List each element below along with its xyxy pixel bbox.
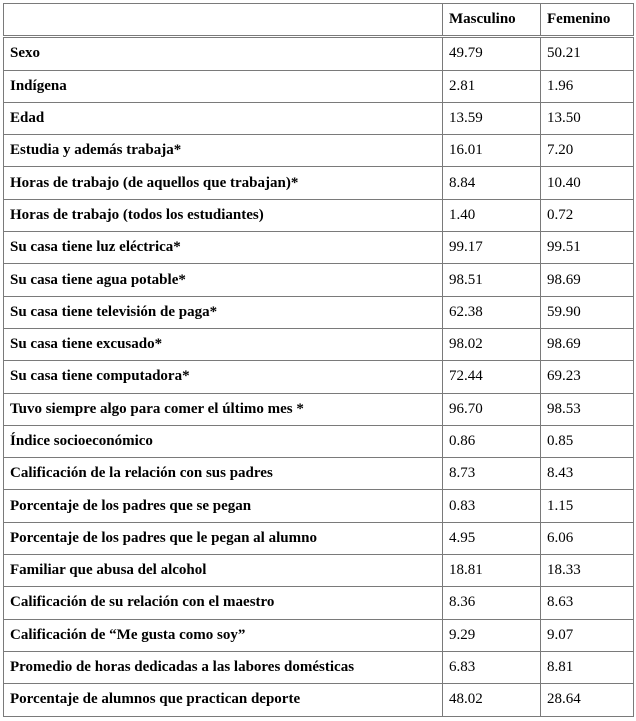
row-label: Su casa tiene televisión de paga* — [4, 296, 443, 328]
cell-femenino: 6.06 — [541, 522, 634, 554]
cell-femenino: 98.69 — [541, 264, 634, 296]
cell-masculino: 49.79 — [443, 37, 541, 70]
row-label: Porcentaje de los padres que se pegan — [4, 490, 443, 522]
cell-masculino: 13.59 — [443, 102, 541, 134]
cell-femenino: 1.15 — [541, 490, 634, 522]
row-label: Índice socioeconómico — [4, 425, 443, 457]
cell-femenino: 9.07 — [541, 619, 634, 651]
header-femenino: Femenino — [541, 4, 634, 37]
cell-masculino: 0.86 — [443, 425, 541, 457]
cell-femenino: 18.33 — [541, 555, 634, 587]
table-body — [4, 37, 634, 716]
cell-femenino: 59.90 — [541, 296, 634, 328]
table-row — [4, 328, 634, 360]
cell-femenino: 1.96 — [541, 70, 634, 102]
row-label: Su casa tiene computadora* — [4, 361, 443, 393]
header-row — [4, 4, 634, 37]
header-masculino: Masculino — [443, 4, 541, 37]
cell-masculino: 0.83 — [443, 490, 541, 522]
cell-masculino: 16.01 — [443, 135, 541, 167]
cell-masculino: 72.44 — [443, 361, 541, 393]
row-label: Estudia y además trabaja* — [4, 135, 443, 167]
cell-femenino: 8.43 — [541, 458, 634, 490]
row-label: Su casa tiene agua potable* — [4, 264, 443, 296]
cell-masculino: 98.51 — [443, 264, 541, 296]
cell-femenino: 98.53 — [541, 393, 634, 425]
row-label: Horas de trabajo (todos los estudiantes) — [4, 199, 443, 231]
table-row — [4, 167, 634, 199]
cell-masculino: 18.81 — [443, 555, 541, 587]
table-row — [4, 135, 634, 167]
cell-masculino: 8.84 — [443, 167, 541, 199]
row-label: Calificación de su relación con el maestro — [4, 587, 443, 619]
table-row — [4, 264, 634, 296]
table-row — [4, 70, 634, 102]
table-row — [4, 37, 634, 70]
cell-femenino: 8.63 — [541, 587, 634, 619]
table-row — [4, 458, 634, 490]
table-row — [4, 555, 634, 587]
row-label: Sexo — [4, 37, 443, 70]
cell-masculino: 62.38 — [443, 296, 541, 328]
cell-femenino: 10.40 — [541, 167, 634, 199]
cell-femenino: 7.20 — [541, 135, 634, 167]
cell-femenino: 13.50 — [541, 102, 634, 134]
cell-femenino: 8.81 — [541, 651, 634, 683]
cell-femenino: 0.85 — [541, 425, 634, 457]
row-label: Promedio de horas dedicadas a las labores domésticas — [4, 651, 443, 683]
cell-femenino: 99.51 — [541, 232, 634, 264]
cell-femenino: 0.72 — [541, 199, 634, 231]
table-row — [4, 651, 634, 683]
cell-masculino: 9.29 — [443, 619, 541, 651]
table-row — [4, 425, 634, 457]
table-row — [4, 490, 634, 522]
cell-masculino: 1.40 — [443, 199, 541, 231]
row-label: Calificación de “Me gusta como soy” — [4, 619, 443, 651]
cell-femenino: 50.21 — [541, 37, 634, 70]
cell-masculino: 96.70 — [443, 393, 541, 425]
row-label: Su casa tiene excusado* — [4, 328, 443, 360]
cell-femenino: 69.23 — [541, 361, 634, 393]
row-label: Horas de trabajo (de aquellos que trabajan)* — [4, 167, 443, 199]
cell-femenino: 28.64 — [541, 684, 634, 716]
cell-masculino: 8.73 — [443, 458, 541, 490]
cell-masculino: 8.36 — [443, 587, 541, 619]
table-row — [4, 361, 634, 393]
table-row — [4, 296, 634, 328]
table-row — [4, 522, 634, 554]
row-label: Porcentaje de alumnos que practican deporte — [4, 684, 443, 716]
row-label: Porcentaje de los padres que le pegan al alumno — [4, 522, 443, 554]
cell-masculino: 99.17 — [443, 232, 541, 264]
row-label: Familiar que abusa del alcohol — [4, 555, 443, 587]
row-label: Su casa tiene luz eléctrica* — [4, 232, 443, 264]
row-label: Calificación de la relación con sus padres — [4, 458, 443, 490]
cell-masculino: 6.83 — [443, 651, 541, 683]
table-row — [4, 619, 634, 651]
row-label: Edad — [4, 102, 443, 134]
row-label: Indígena — [4, 70, 443, 102]
table-row — [4, 199, 634, 231]
row-label: Tuvo siempre algo para comer el último mes * — [4, 393, 443, 425]
cell-masculino: 98.02 — [443, 328, 541, 360]
table-row — [4, 393, 634, 425]
cell-masculino: 4.95 — [443, 522, 541, 554]
table-header — [4, 4, 634, 37]
cell-femenino: 98.69 — [541, 328, 634, 360]
table-row — [4, 587, 634, 619]
cell-masculino: 48.02 — [443, 684, 541, 716]
header-label-column — [4, 4, 443, 37]
cell-masculino: 2.81 — [443, 70, 541, 102]
table-row — [4, 232, 634, 264]
table-row — [4, 102, 634, 134]
table-row — [4, 684, 634, 716]
data-table — [3, 3, 634, 717]
